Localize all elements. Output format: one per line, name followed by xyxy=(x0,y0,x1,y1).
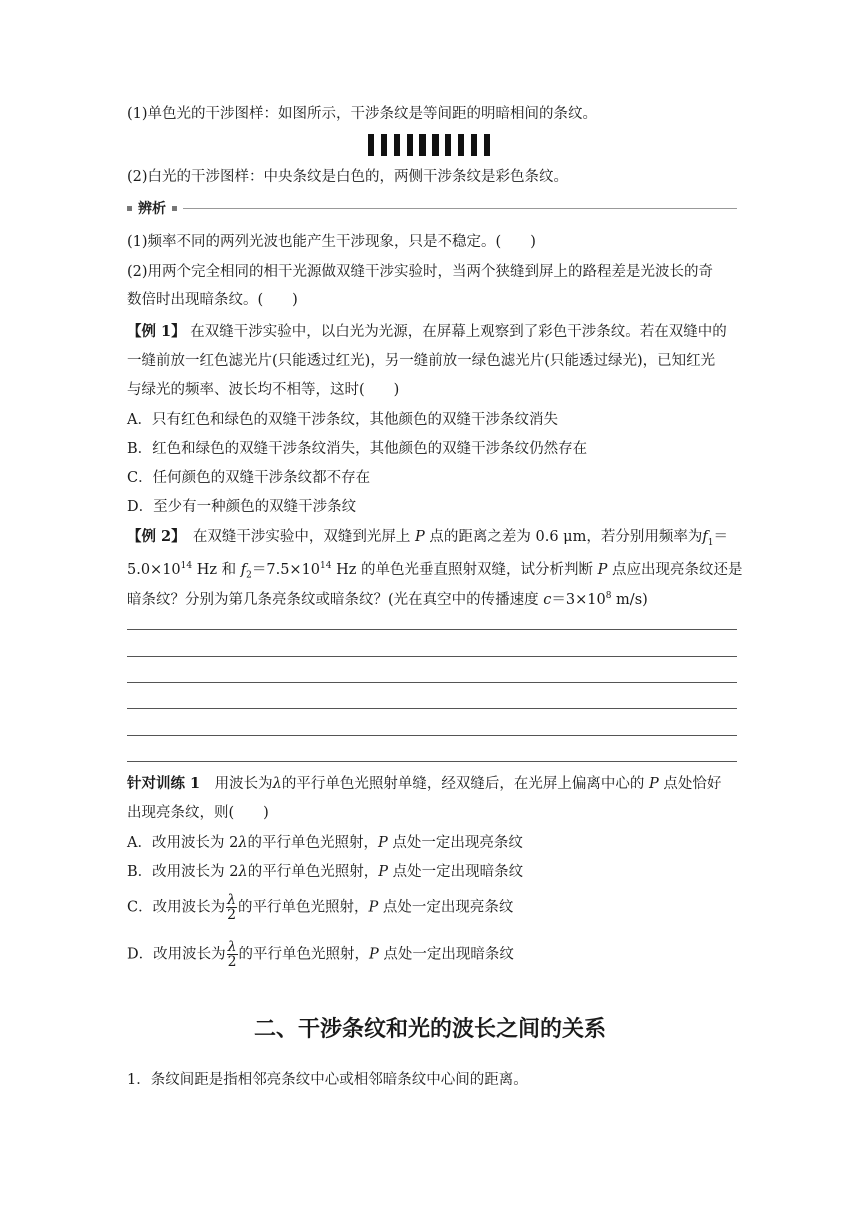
drill-1-option-a: A．改用波长为 2λ的平行单色光照射，P 点处一定出现亮条纹 xyxy=(127,835,523,851)
example-1-option-b: B．红色和绿色的双缝干涉条纹消失，其他颜色的双缝干涉条纹仍然存在 xyxy=(127,441,588,457)
answer-line[interactable] xyxy=(127,761,737,762)
answer-line[interactable] xyxy=(127,682,737,683)
answer-line[interactable] xyxy=(127,708,737,709)
example-1-label: 【例 1】 xyxy=(127,323,186,340)
drill-1-line1: 针对训练 1 用波长为λ的平行单色光照射单缝，经双缝后，在光屏上偏离中心的 P 点处恰好 xyxy=(127,775,722,792)
drill-1-option-d: D．改用波长为 $\frac{\lambda}{2}$ 的平行单色光照射，P 点处一定出现暗条纹 xyxy=(127,939,514,970)
drill-1-line2: 出现亮条纹，则( ) xyxy=(127,805,269,821)
example-2-label: 【例 2】 xyxy=(127,528,179,545)
judge-item-2-line1: (2)用两个完全相同的相干光源做双缝干涉实验时，当两个狭缝到屏上的路程差是光波长的奇 xyxy=(127,264,714,280)
answer-line[interactable] xyxy=(127,735,737,736)
drill-1-option-b: B．改用波长为 2λ的平行单色光照射，P 点处一定出现暗条纹 xyxy=(127,864,524,880)
dark-fringe xyxy=(484,134,490,156)
judge-item-1: (1)频率不同的两列光波也能产生干涉现象，只是不稳定。( ) xyxy=(127,234,536,250)
section-title: 二、干涉条纹和光的波长之间的关系 xyxy=(253,1017,606,1042)
interference-fringe-figure xyxy=(368,134,490,156)
answer-line[interactable] xyxy=(127,656,737,657)
paragraph-white-light: (2)白光的干涉图样：中央条纹是白色的，两侧干涉条纹是彩色条纹。 xyxy=(127,169,569,185)
drill-1-option-c: C．改用波长为 $\frac{\lambda}{2}$ 的平行单色光照射，P 点处一定出现亮条纹 xyxy=(127,892,514,923)
judge-item-2-line2: 数倍时出现暗条纹。( ) xyxy=(127,292,298,308)
example-1-option-a: A．只有红色和绿色的双缝干涉条纹，其他颜色的双缝干涉条纹消失 xyxy=(127,412,558,428)
lambda-half-fraction: $\frac{\lambda}{2}$ xyxy=(227,892,236,923)
analysis-header xyxy=(127,198,737,218)
example-2-line2: $5.0\times 10^{14}$ Hz 和 $f_2=7.5\times 10^{14}$ Hz 的单色光垂直照射双缝，试分析判断 P 点应出现亮条纹还是 xyxy=(127,561,743,581)
drill-1-label: 针对训练 1 xyxy=(127,775,201,792)
square-bullet-icon xyxy=(172,206,177,211)
paragraph-monochromatic: (1)单色光的干涉图样：如图所示，干涉条纹是等间距的明暗相间的条纹。 xyxy=(127,106,598,122)
example-1-option-c: C．任何颜色的双缝干涉条纹都不存在 xyxy=(127,470,371,486)
example-1-line2: 一缝前放一红色滤光片(只能透过红光)，另一缝前放一绿色滤光片(只能透过绿光)，已知红光 xyxy=(127,353,716,369)
answer-line[interactable] xyxy=(127,629,737,630)
analysis-label: 辨析 xyxy=(138,201,166,217)
lambda-half-fraction: $\frac{\lambda}{2}$ xyxy=(227,939,237,970)
example-2-line3: 暗条纹？分别为第几条亮条纹或暗条纹？(光在真空中的传播速度 $c=3\times 10^8$ m/s) xyxy=(127,591,648,608)
example-1-option-d: D．至少有一种颜色的双缝干涉条纹 xyxy=(127,499,357,515)
divider xyxy=(183,208,737,209)
example-2-line1: 【例 2】 在双缝干涉实验中，双缝到光屏上 P 点的距离之差为 0.6 μm，若分别用频率为$f_1=$ xyxy=(127,528,728,548)
example-1-line1 xyxy=(127,322,737,342)
section-item-1: 1．条纹间距是指相邻亮条纹中心或相邻暗条纹中心间的距离。 xyxy=(127,1072,528,1088)
example-1-text: 在双缝干涉实验中，以白光为光源，在屏幕上观察到了彩色干涉条纹。若在双缝中的 xyxy=(190,324,727,340)
example-1-line3: 与绿光的频率、波长均不相等，这时( ) xyxy=(127,382,400,398)
square-bullet-icon xyxy=(127,206,132,211)
